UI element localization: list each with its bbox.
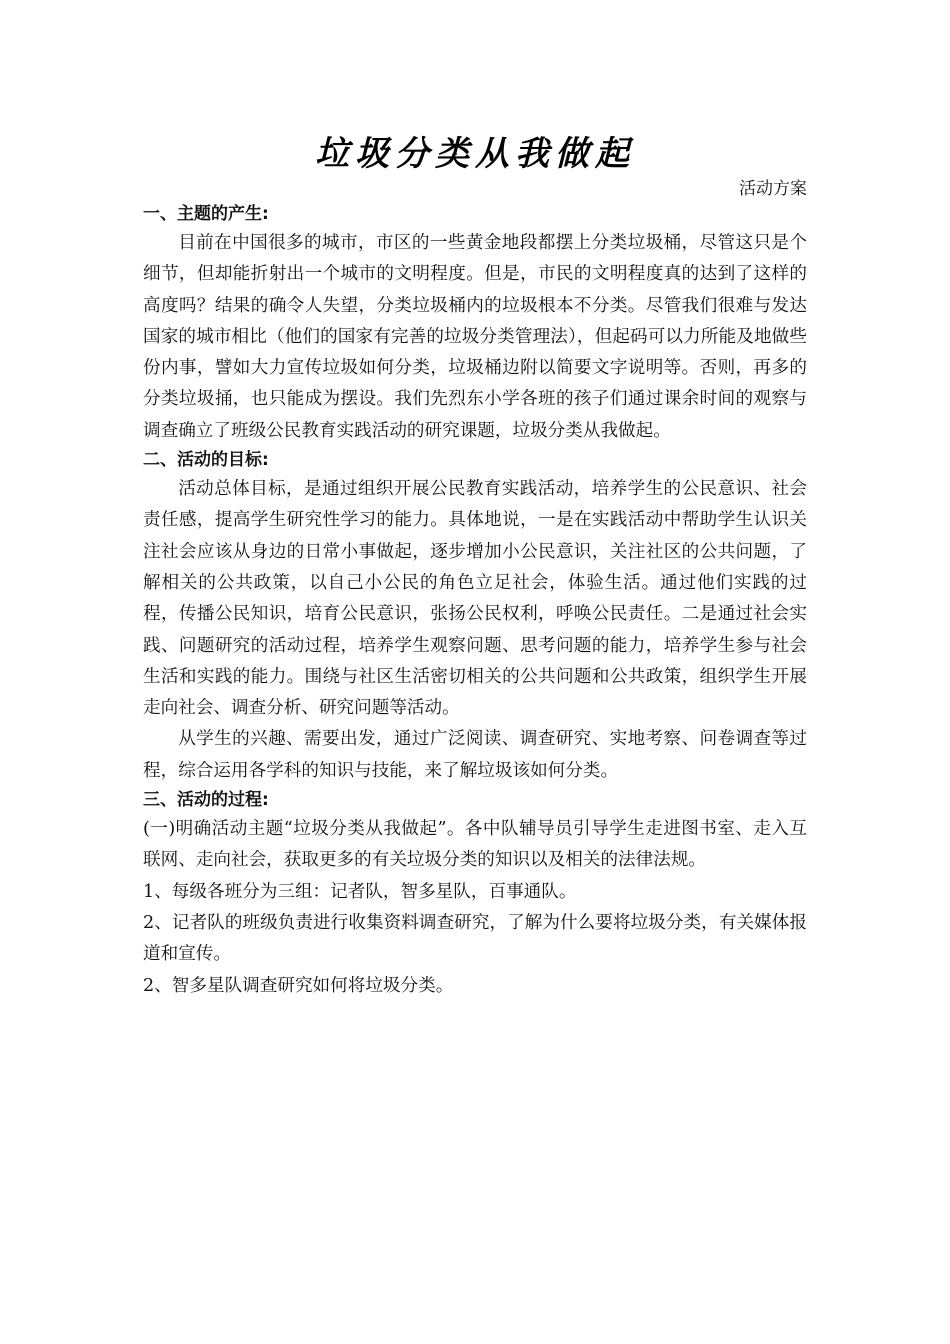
section-heading-theme: 一、主题的产生: <box>143 204 269 224</box>
paragraph-theme: 目前在中国很多的城市，市区的一些黄金地段都摆上分类垃圾桶，尽管这只是个细节，但却能折射出一个城市的文明程度。但是，市民的文明程度真的达到了这样的高度吗？结果的确令人失望，分类垃圾桶内的垃圾根本不分类。尽管我们很难与发达国家的城市相比（他们的国家有完善的垃圾分类管理法），但起码可以力所能及地做些份内事，譬如大力宣传垃圾如何分类，垃圾桶边附以简要文字说明等。否则，再多的分类垃圾捅，也只能成为摆设。我们先烈东小学各班的孩子们通过课余时间的观察与调查确立了班级公民教育实践活动的研究课题，垃圾分类从我做起。 <box>143 233 807 441</box>
paragraph-process-1: (一)明确活动主题“垃圾分类从我做起”。各中队辅导员引导学生走进图书室、走入互联网、走向社会，获取更多的有关垃圾分类的知识以及相关的法律法规。 <box>143 819 807 871</box>
document-subtitle: 活动方案 <box>739 179 807 199</box>
section-heading-goals: 二、活动的目标: <box>143 450 269 471</box>
paragraph-process-4: 2、智多星队调查研究如何将垃圾分类。 <box>143 975 454 996</box>
section-heading-process: 三、活动的过程: <box>143 790 269 811</box>
paragraph-goals-2: 从学生的兴趣、需要出发，通过广泛阅读、调查研究、实地考察、问卷调查等过程，综合运用各学科的知识与技能，来了解垃圾该如何分类。 <box>143 729 807 781</box>
document-body <box>143 201 807 1002</box>
paragraph-process-3: 2、记者队的班级负责进行收集资料调查研究，了解为什么要将垃圾分类，有关媒体报道和宣传。 <box>143 912 807 965</box>
paragraph-goals-1: 活动总体目标，是通过组织开展公民教育实践活动，培养学生的公民意识、社会责任感，提高学生研究性学习的能力。具体地说，一是在实践活动中帮助学生认识关注社会应该从身边的日常小事做起，逐步增加小公民意识，关注社区的公共问题，了解相关的公共政策，以自己小公民的角色立足社会，体验生活。通过他们实践的过程，传播公民知识，培育公民意识，张扬公民权利，呼唤公民责任。二是通过社会实践、问题研究的活动过程，培养学生观察问题、思考问题的能力，培养学生参与社会生活和实践的能力。围绕与社区生活密切相关的公共问题和公共政策，组织学生开展走向社会、调查分析、研究问题等活动。 <box>143 479 807 719</box>
paragraph-process-2: 1、每级各班分为三组：记者队，智多星队，百事通队。 <box>143 881 577 902</box>
document-title: 垃圾分类从我做起 <box>315 134 635 174</box>
